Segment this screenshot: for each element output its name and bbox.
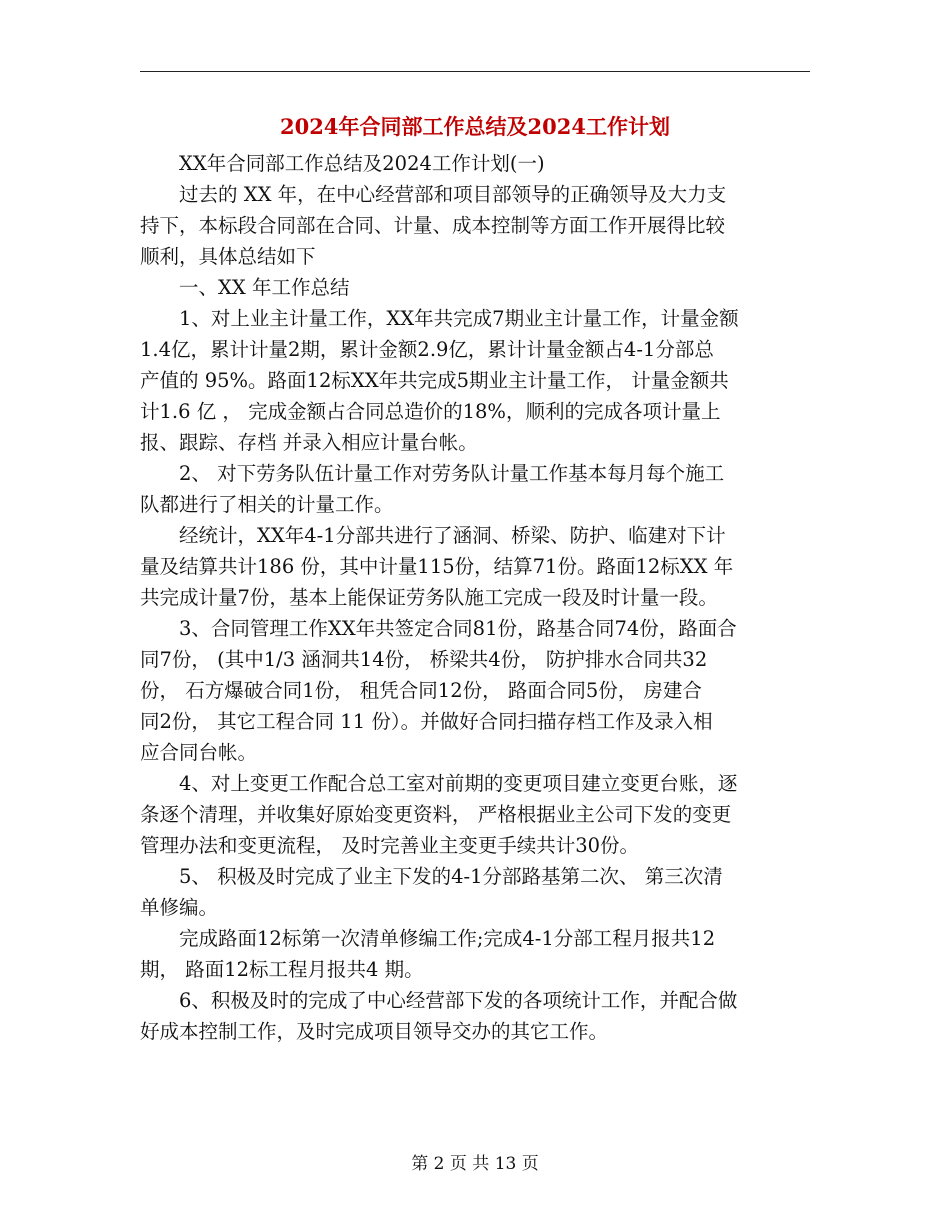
paragraph-line: 报、跟踪、存档 并录入相应计量台帐。 — [140, 431, 478, 454]
paragraph-line: 队都进行了相关的计量工作。 — [140, 493, 394, 516]
header-rule — [140, 71, 810, 72]
paragraph-line: 同7份， (其中1/3 涵洞共14份， 桥梁共4份， 防护排水合同共32 — [140, 648, 708, 671]
paragraph — [140, 861, 810, 923]
page-number: 第 2 页 共 13 页 — [411, 1154, 539, 1174]
paragraph-line: 条逐个清理，并收集好原始变更资料， 严格根据业主公司下发的变更 — [140, 803, 732, 826]
paragraph-line: 份， 石方爆破合同1份， 租凭合同12份， 路面合同5份， 房建合 — [140, 679, 702, 702]
paragraph — [140, 179, 810, 272]
paragraph-line: 1.4亿，累计计量2期，累计金额2.9亿，累计计量金额占4-1分部总 — [140, 338, 714, 361]
paragraph-line: 同2份， 其它工程合同 11 份）。并做好合同扫描存档工作及录入相 — [140, 710, 713, 733]
paragraph — [140, 985, 810, 1047]
paragraph-line: 2、 对下劳务队伍计量工作对劳务队计量工作基本每月每个施工 — [179, 462, 725, 485]
paragraph — [140, 768, 810, 861]
paragraph-line: 1、对上业主计量工作，XX年共完成7期业主计量工作，计量金额 — [179, 307, 739, 330]
paragraph-line: 经统计，XX年4-1分部共进行了涵洞、桥梁、防护、临建对下计 — [179, 524, 726, 547]
paragraph — [140, 458, 810, 520]
paragraph-line: 单修编。 — [140, 896, 219, 919]
paragraph-line: 管理办法和变更流程， 及时完善业主变更手续共计30份。 — [140, 834, 640, 857]
paragraph: 一、XX 年工作总结 — [179, 276, 350, 299]
document-body — [140, 148, 810, 1047]
paragraph-line: 持下，本标段合同部在合同、计量、成本控制等方面工作开展得比较 — [140, 214, 726, 237]
paragraph-line: 3、合同管理工作XX年共签定合同81份，路基合同74份，路面合 — [179, 617, 737, 640]
paragraph-line: 期， 路面12标工程月报共4 期。 — [140, 958, 424, 981]
paragraph — [140, 613, 810, 768]
paragraph-line: 产值的 95%。路面12标XX年共完成5期业主计量工作， 计量金额共 — [140, 369, 729, 392]
paragraph-line: 6、积极及时的完成了中心经营部下发的各项统计工作，并配合做 — [179, 989, 738, 1012]
paragraph: XX年合同部工作总结及2024工作计划(一) — [179, 152, 545, 175]
paragraph — [140, 303, 810, 458]
paragraph-line: 好成本控制工作，及时完成项目领导交办的其它工作。 — [140, 1020, 609, 1043]
paragraph — [140, 923, 810, 985]
paragraph-line: 完成路面12标第一次清单修编工作;完成4-1分部工程月报共12 — [179, 927, 716, 950]
paragraph-line: 4、对上变更工作配合总工室对前期的变更项目建立变更台账，逐 — [179, 772, 738, 795]
paragraph-line: 过去的 XX 年，在中心经营部和项目部领导的正确领导及大力支 — [179, 183, 727, 206]
document-title: 2024年合同部工作总结及2024工作计划 — [280, 114, 670, 139]
paragraph — [140, 520, 810, 613]
paragraph-line: 顺利，具体总结如下 — [140, 245, 316, 268]
paragraph-line: 量及结算共计186 份，其中计量115份，结算71份。路面12标XX 年 — [140, 555, 734, 578]
paragraph-line: 计1.6 亿 ， 完成金额占合同总造价的18%，顺利的完成各项计量上 — [140, 400, 721, 423]
paragraph-line: 共完成计量7份，基本上能保证劳务队施工完成一段及时计量一段。 — [140, 586, 718, 609]
paragraph-line: 应合同台帐。 — [140, 741, 258, 764]
paragraph-line: 5、 积极及时完成了业主下发的4-1分部路基第二次、 第三次清 — [179, 865, 723, 888]
